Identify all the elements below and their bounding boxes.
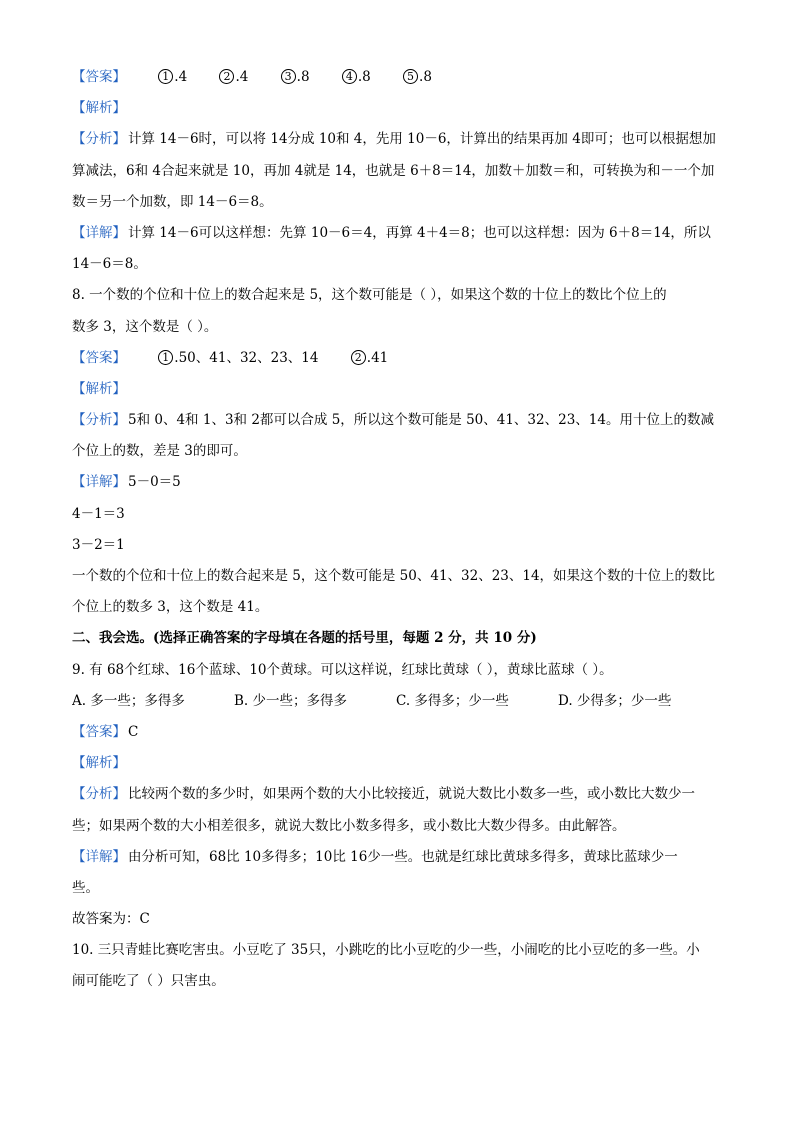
q9-detail-line: 些。 (72, 879, 99, 896)
analysis-tag: 【分析】 (72, 412, 126, 429)
option-d: D. 少得多；少一些 (558, 692, 672, 709)
q8-question-line: 8. 一个数的个位和十位上的数合起来是 5，这个数可能是（ ），如果这个数的十位上的数比个位上的 (72, 287, 667, 304)
q7-analysis-line: 算减法，6和 4合起来就是 10，再加 4就是 14，也就是 6＋8＝14，加数＋加数＝和，可转换为和－一个加 (72, 162, 715, 179)
q8-analysis-line: 个位上的数，差是 3的即可。 (72, 443, 247, 460)
circled-number-marker: 3 (281, 69, 296, 84)
q9-question-line: 9. 有 68个红球、16个蓝球、10个黄球。可以这样说，红球比黄球（ ），黄球比蓝球（ ）。 (72, 661, 613, 678)
q9-options (72, 686, 728, 717)
answer-item: 5 .8 (403, 62, 432, 93)
q9-answer-line: 【答案】 C (72, 723, 139, 740)
circled-number-marker: 5 (403, 69, 418, 84)
q8-detail-line: 4－1＝3 (72, 505, 125, 522)
section-title: 二、我会选。(选择正确答案的字母填在各题的括号里，每题 2 分，共 10 分) (72, 630, 537, 647)
detail-tag: 【详解】 (72, 848, 126, 865)
answer-item: 2 .41 (351, 343, 388, 374)
circled-number-marker: 2 (351, 350, 366, 365)
q8-answer-line (72, 343, 728, 374)
option-a: A. 多一些；多得多 (72, 692, 185, 709)
analysis-tag: 【分析】 (72, 131, 126, 148)
circled-number-marker: 2 (219, 69, 234, 84)
q8-detail-line: 个位上的数多 3，这个数是 41。 (72, 599, 269, 616)
q7-answer-line (72, 62, 728, 93)
q8-analysis-head: 【解析】 (72, 380, 126, 397)
answer-item: 1 .4 (158, 62, 187, 93)
q8-detail-line: 3－2＝1 (72, 536, 125, 553)
answer-item: 2 .4 (219, 62, 248, 93)
option-c: C. 多得多；少一些 (396, 692, 509, 709)
option-b: B. 少一些；多得多 (234, 692, 348, 709)
detail-tag: 【详解】 (72, 474, 126, 491)
q8-question-line: 数多 3，这个数是（ ）。 (72, 318, 218, 335)
q7-detail-line: 【详解】 计算 14－6可以这样想：先算 10－6＝4，再算 4＋4＝8；也可以这样想：因为 6＋8＝14，所以 (72, 224, 711, 241)
answer-tag: 【答案】 (72, 349, 126, 366)
answer-item: 1 .50、41、32、23、14 (158, 343, 318, 374)
q9-analysis-line: 些；如果两个数的大小相差很多，就说大数比小数多得多，或小数比大数少得多。由此解答。 (72, 817, 626, 834)
answer-tag: 【答案】 (72, 723, 126, 740)
q7-detail-line: 14－6＝8。 (72, 256, 147, 273)
answer-item: 3 .8 (281, 62, 310, 93)
answer-item: 4 .8 (342, 62, 371, 93)
circled-number-marker: 4 (342, 69, 357, 84)
circled-number-marker: 1 (158, 350, 173, 365)
circled-number-marker: 1 (158, 69, 173, 84)
q7-answer-items (158, 69, 460, 85)
q7-analysis-line: 数＝另一个加数，即 14－6＝8。 (72, 193, 273, 210)
q9-detail-line: 【详解】 由分析可知，68比 10多得多；10比 16少一些。也就是红球比黄球多得多，黄球比蓝球少一 (72, 848, 678, 865)
q9-analysis-head: 【解析】 (72, 755, 126, 772)
q10-question-line: 10. 三只青蛙比赛吃害虫。小豆吃了 35只，小跳吃的比小豆吃的少一些，小闹吃的比小豆吃的多一些。小 (72, 942, 700, 959)
q7-analysis-line: 【分析】 计算 14－6时，可以将 14分成 10和 4，先用 10－6，计算出的结果再加 4即可；也可以根据想加 (72, 131, 716, 148)
q8-analysis-line: 【分析】 5和 0、4和 1、3和 2都可以合成 5，所以这个数可能是 50、41、32、23、14。用十位上的数减 (72, 412, 714, 429)
q9-conclusion: 故答案为：C (72, 911, 150, 928)
q9-analysis-line: 【分析】 比较两个数的多少时，如果两个数的大小比较接近，就说大数比小数多一些，或小数比大数少一 (72, 786, 695, 803)
q10-question-line: 闹可能吃了（ ）只害虫。 (72, 973, 225, 990)
q8-answer-items (158, 350, 416, 366)
q8-detail-line: 【详解】 5－0＝5 (72, 474, 181, 491)
q8-detail-line: 一个数的个位和十位上的数合起来是 5，这个数可能是 50、41、32、23、14，如果这个数的十位上的数比 (72, 568, 716, 584)
answer-tag: 【答案】 (72, 69, 126, 85)
analysis-tag: 【分析】 (72, 786, 126, 803)
q7-analysis-head: 【解析】 (72, 100, 126, 117)
detail-tag: 【详解】 (72, 224, 126, 241)
